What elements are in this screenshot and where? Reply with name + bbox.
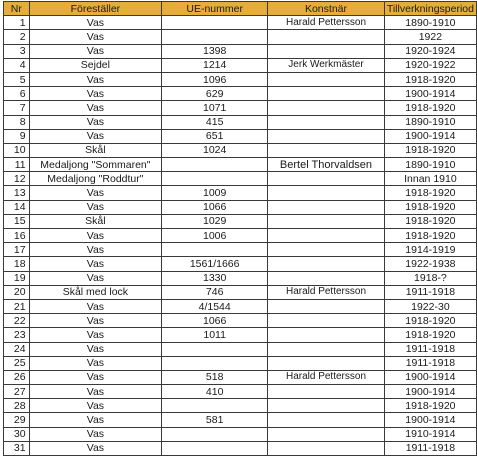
cell-forestaller: Vas (29, 229, 162, 243)
cell-nr: 30 (4, 427, 30, 441)
cell-period: 1911-1918 (384, 441, 476, 455)
cell-konstnar (268, 257, 385, 271)
table-row (4, 44, 477, 58)
cell-konstnar (268, 229, 385, 243)
header-forestaller: Föreställer (29, 2, 162, 16)
table-row (4, 143, 477, 157)
table-row (4, 356, 477, 370)
cell-nr: 5 (4, 72, 30, 86)
cell-ue-nummer: 1330 (162, 271, 268, 285)
cell-nr: 14 (4, 200, 30, 214)
cell-konstnar (268, 115, 385, 129)
cell-ue-nummer: 518 (162, 370, 268, 384)
cell-nr: 26 (4, 370, 30, 384)
cell-period: 1890-1910 (384, 115, 476, 129)
cell-forestaller: Medaljong "Sommaren" (29, 158, 162, 172)
cell-period: 1918-? (384, 271, 476, 285)
cell-nr: 8 (4, 115, 30, 129)
table-row (4, 285, 477, 299)
cell-nr: 29 (4, 413, 30, 427)
table-row (4, 299, 477, 313)
cell-konstnar (268, 427, 385, 441)
cell-ue-nummer (162, 441, 268, 455)
table-row (4, 370, 477, 384)
cell-konstnar (268, 186, 385, 200)
cell-forestaller: Vas (29, 413, 162, 427)
cell-ue-nummer: 1024 (162, 143, 268, 157)
header-nr: Nr (4, 2, 30, 16)
cell-konstnar: Harald Pettersson (268, 16, 385, 30)
cell-konstnar (268, 214, 385, 228)
cell-nr: 13 (4, 186, 30, 200)
cell-forestaller: Vas (29, 299, 162, 313)
cell-forestaller: Vas (29, 328, 162, 342)
cell-forestaller: Sejdel (29, 58, 162, 72)
cell-forestaller: Medaljong "Roddtur" (29, 172, 162, 186)
cell-forestaller: Vas (29, 399, 162, 413)
cell-konstnar (268, 441, 385, 455)
cell-ue-nummer (162, 172, 268, 186)
cell-forestaller: Vas (29, 356, 162, 370)
cell-konstnar (268, 299, 385, 313)
cell-ue-nummer: 1066 (162, 200, 268, 214)
cell-forestaller: Vas (29, 370, 162, 384)
cell-period: 1900-1914 (384, 87, 476, 101)
cell-konstnar (268, 72, 385, 86)
table-row (4, 342, 477, 356)
cell-ue-nummer: 1096 (162, 72, 268, 86)
cell-period: 1900-1914 (384, 413, 476, 427)
cell-forestaller: Vas (29, 16, 162, 30)
cell-konstnar: Jerk Werkmäster (268, 58, 385, 72)
cell-forestaller: Vas (29, 44, 162, 58)
cell-konstnar (268, 101, 385, 115)
cell-konstnar (268, 413, 385, 427)
table-row (4, 413, 477, 427)
cell-period: 1922 (384, 30, 476, 44)
cell-ue-nummer (162, 16, 268, 30)
cell-konstnar (268, 399, 385, 413)
cell-konstnar (268, 129, 385, 143)
cell-ue-nummer: 651 (162, 129, 268, 143)
cell-forestaller: Vas (29, 101, 162, 115)
table-row (4, 243, 477, 257)
cell-ue-nummer (162, 30, 268, 44)
cell-konstnar (268, 143, 385, 157)
cell-ue-nummer: 1029 (162, 214, 268, 228)
cell-ue-nummer (162, 356, 268, 370)
cell-ue-nummer: 1011 (162, 328, 268, 342)
cell-konstnar (268, 356, 385, 370)
cell-nr: 20 (4, 285, 30, 299)
table-row (4, 271, 477, 285)
cell-nr: 21 (4, 299, 30, 313)
table-header (4, 2, 477, 16)
cell-period: 1920-1924 (384, 44, 476, 58)
cell-forestaller: Vas (29, 87, 162, 101)
cell-period: 1918-1920 (384, 328, 476, 342)
cell-konstnar: Harald Pettersson (268, 370, 385, 384)
cell-konstnar (268, 328, 385, 342)
cell-nr: 19 (4, 271, 30, 285)
cell-nr: 16 (4, 229, 30, 243)
cell-forestaller: Vas (29, 314, 162, 328)
header-tillverkningsperiod: Tillverkningsperiod (384, 2, 476, 16)
cell-konstnar (268, 200, 385, 214)
cell-ue-nummer: 629 (162, 87, 268, 101)
cell-period: 1918-1920 (384, 214, 476, 228)
cell-forestaller: Vas (29, 30, 162, 44)
table-row (4, 186, 477, 200)
cell-nr: 10 (4, 143, 30, 157)
cell-nr: 24 (4, 342, 30, 356)
cell-konstnar (268, 271, 385, 285)
cell-nr: 28 (4, 399, 30, 413)
cell-nr: 11 (4, 158, 30, 172)
cell-nr: 4 (4, 58, 30, 72)
cell-ue-nummer: 1561/1666 (162, 257, 268, 271)
cell-period: 1890-1910 (384, 16, 476, 30)
table-row (4, 229, 477, 243)
cell-ue-nummer (162, 399, 268, 413)
cell-konstnar (268, 44, 385, 58)
cell-period: Innan 1910 (384, 172, 476, 186)
cell-nr: 3 (4, 44, 30, 58)
cell-forestaller: Vas (29, 441, 162, 455)
cell-period: 1918-1920 (384, 314, 476, 328)
cell-period: 1922-30 (384, 299, 476, 313)
table-row (4, 172, 477, 186)
cell-ue-nummer: 1009 (162, 186, 268, 200)
cell-konstnar: Harald Pettersson (268, 285, 385, 299)
table-row (4, 87, 477, 101)
table-row (4, 257, 477, 271)
cell-ue-nummer (162, 427, 268, 441)
cell-forestaller: Vas (29, 427, 162, 441)
cell-nr: 17 (4, 243, 30, 257)
cell-forestaller: Vas (29, 243, 162, 257)
cell-ue-nummer: 410 (162, 385, 268, 399)
cell-ue-nummer: 581 (162, 413, 268, 427)
cell-forestaller: Vas (29, 257, 162, 271)
cell-period: 1911-1918 (384, 342, 476, 356)
cell-konstnar (268, 87, 385, 101)
table-row (4, 129, 477, 143)
table-row (4, 30, 477, 44)
cell-period: 1900-1914 (384, 385, 476, 399)
cell-nr: 15 (4, 214, 30, 228)
cell-nr: 22 (4, 314, 30, 328)
cell-forestaller: Vas (29, 129, 162, 143)
header-row (4, 2, 477, 16)
cell-period: 1918-1920 (384, 186, 476, 200)
table-body (4, 16, 477, 456)
table-row (4, 16, 477, 30)
cell-nr: 18 (4, 257, 30, 271)
cell-forestaller: Skål (29, 214, 162, 228)
table-row (4, 115, 477, 129)
cell-period: 1910-1914 (384, 427, 476, 441)
cell-ue-nummer (162, 342, 268, 356)
cell-forestaller: Skål (29, 143, 162, 157)
cell-ue-nummer: 1071 (162, 101, 268, 115)
cell-forestaller: Vas (29, 200, 162, 214)
cell-nr: 27 (4, 385, 30, 399)
cell-nr: 9 (4, 129, 30, 143)
cell-ue-nummer: 4/1544 (162, 299, 268, 313)
table-row (4, 385, 477, 399)
cell-ue-nummer: 415 (162, 115, 268, 129)
table-row (4, 72, 477, 86)
table-row (4, 101, 477, 115)
table-row (4, 328, 477, 342)
cell-period: 1911-1918 (384, 285, 476, 299)
cell-period: 1911-1918 (384, 356, 476, 370)
cell-ue-nummer: 1398 (162, 44, 268, 58)
cell-period: 1900-1914 (384, 129, 476, 143)
cell-nr: 23 (4, 328, 30, 342)
cell-forestaller: Skål med lock (29, 285, 162, 299)
cell-konstnar: Bertel Thorvaldsen (268, 158, 385, 172)
cell-forestaller: Vas (29, 186, 162, 200)
cell-konstnar (268, 385, 385, 399)
cell-period: 1890-1910 (384, 158, 476, 172)
cell-period: 1918-1920 (384, 72, 476, 86)
cell-forestaller: Vas (29, 115, 162, 129)
cell-forestaller: Vas (29, 385, 162, 399)
table-row (4, 200, 477, 214)
table-row (4, 314, 477, 328)
header-ue-nummer: UE-nummer (162, 2, 268, 16)
cell-konstnar (268, 342, 385, 356)
cell-nr: 6 (4, 87, 30, 101)
table-row (4, 158, 477, 172)
cell-nr: 31 (4, 441, 30, 455)
cell-ue-nummer: 1006 (162, 229, 268, 243)
cell-konstnar (268, 172, 385, 186)
cell-konstnar (268, 30, 385, 44)
cell-period: 1918-1920 (384, 229, 476, 243)
cell-period: 1914-1919 (384, 243, 476, 257)
cell-period: 1920-1922 (384, 58, 476, 72)
cell-period: 1918-1920 (384, 399, 476, 413)
cell-ue-nummer: 1214 (162, 58, 268, 72)
cell-forestaller: Vas (29, 271, 162, 285)
cell-nr: 7 (4, 101, 30, 115)
cell-period: 1918-1920 (384, 101, 476, 115)
table-row (4, 399, 477, 413)
cell-ue-nummer: 746 (162, 285, 268, 299)
table-row (4, 214, 477, 228)
table-row (4, 441, 477, 455)
cell-period: 1918-1920 (384, 200, 476, 214)
cell-konstnar (268, 314, 385, 328)
table-row (4, 427, 477, 441)
header-konstnar: Konstnär (268, 2, 385, 16)
cell-nr: 12 (4, 172, 30, 186)
cell-period: 1918-1920 (384, 143, 476, 157)
cell-forestaller: Vas (29, 342, 162, 356)
cell-period: 1900-1914 (384, 370, 476, 384)
cell-ue-nummer (162, 243, 268, 257)
cell-forestaller: Vas (29, 72, 162, 86)
cell-ue-nummer: 1066 (162, 314, 268, 328)
cell-ue-nummer (162, 158, 268, 172)
catalog-table (3, 1, 477, 456)
cell-konstnar (268, 243, 385, 257)
table-row (4, 58, 477, 72)
cell-nr: 25 (4, 356, 30, 370)
cell-nr: 1 (4, 16, 30, 30)
cell-period: 1922-1938 (384, 257, 476, 271)
cell-nr: 2 (4, 30, 30, 44)
